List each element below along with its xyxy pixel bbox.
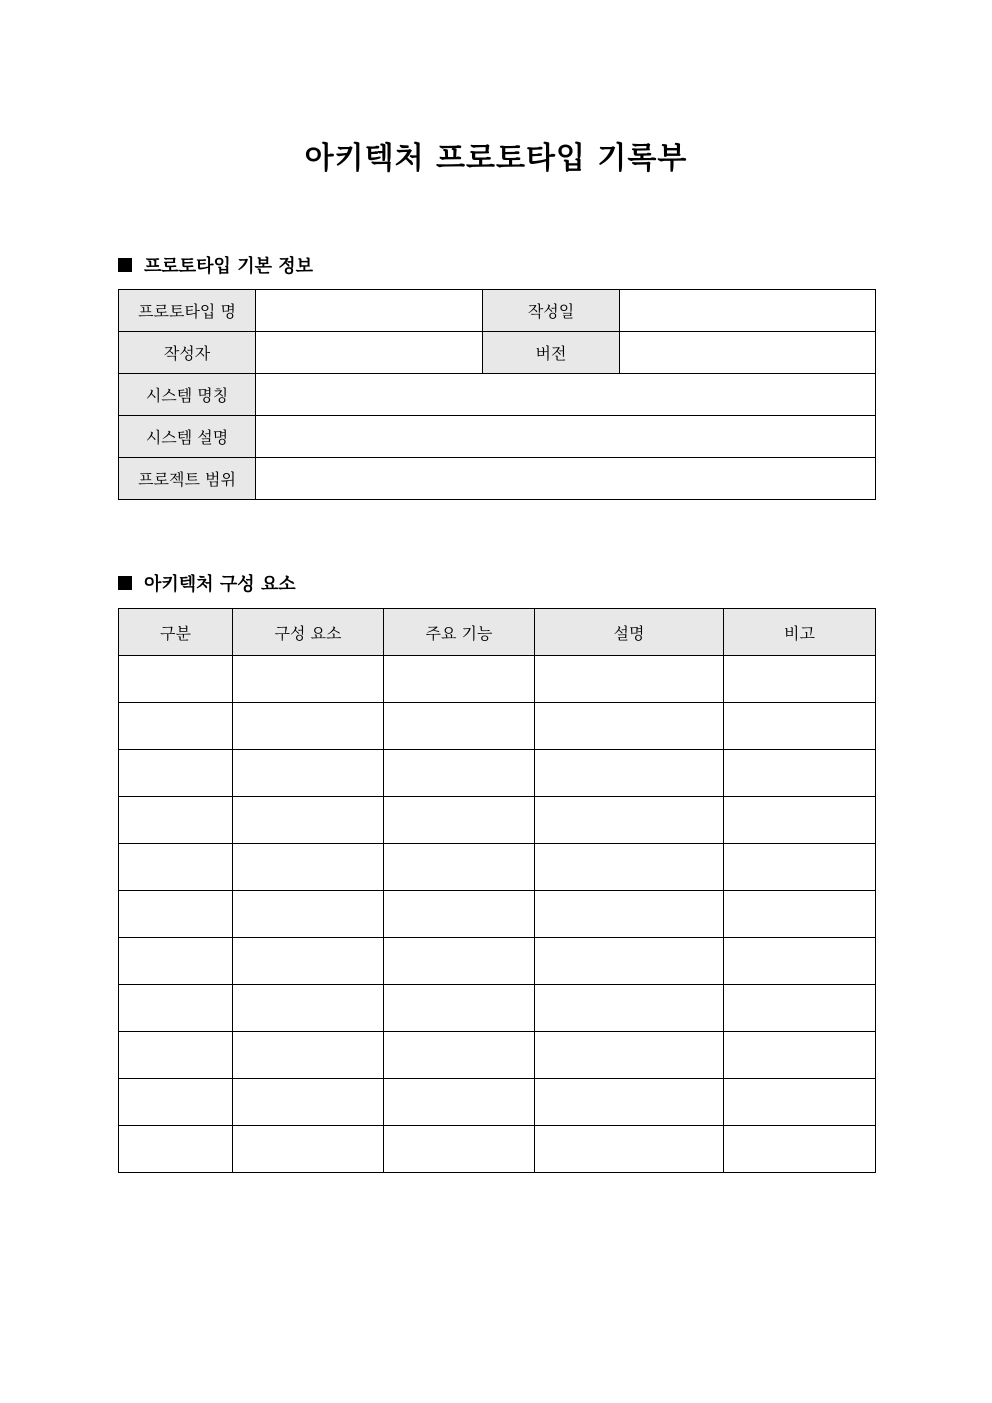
table-cell[interactable] [119,656,233,703]
table-cell[interactable] [384,703,535,750]
table-cell[interactable] [384,938,535,985]
system-desc-label: 시스템 설명 [119,416,256,458]
table-row [119,750,876,797]
table-cell[interactable] [384,750,535,797]
table-cell[interactable] [233,656,384,703]
column-header: 구성 요소 [233,609,384,656]
table-cell[interactable] [233,844,384,891]
table-header-row [119,609,876,656]
table-cell[interactable] [119,1126,233,1173]
table-row [119,703,876,750]
table-cell[interactable] [724,1079,876,1126]
section-heading-label: 아키텍처 구성 요소 [144,574,296,595]
table-row [119,1032,876,1079]
table-cell[interactable] [233,1032,384,1079]
table-cell[interactable] [384,844,535,891]
table-row [119,797,876,844]
table-cell[interactable] [119,938,233,985]
table-cell[interactable] [233,797,384,844]
table-cell[interactable] [384,891,535,938]
column-header: 설명 [535,609,724,656]
table-cell[interactable] [535,656,724,703]
version-field[interactable] [620,332,876,374]
date-label: 작성일 [483,290,620,332]
table-row [119,416,876,458]
system-desc-field[interactable] [256,416,876,458]
table-row [119,844,876,891]
table-cell[interactable] [724,1032,876,1079]
table-cell[interactable] [233,1126,384,1173]
table-row [119,332,876,374]
table-cell[interactable] [724,844,876,891]
version-label: 버전 [483,332,620,374]
square-bullet-icon [118,576,132,590]
table-row [119,374,876,416]
table-cell[interactable] [119,891,233,938]
table-cell[interactable] [535,1032,724,1079]
table-cell[interactable] [535,844,724,891]
table-cell[interactable] [384,1126,535,1173]
project-scope-field[interactable] [256,458,876,500]
system-name-label: 시스템 명칭 [119,374,256,416]
author-label: 작성자 [119,332,256,374]
author-field[interactable] [256,332,483,374]
section-heading-components [118,570,296,596]
table-row [119,985,876,1032]
table-cell[interactable] [233,750,384,797]
table-cell[interactable] [233,938,384,985]
table-cell[interactable] [119,985,233,1032]
table-cell[interactable] [119,1032,233,1079]
column-header: 구분 [119,609,233,656]
table-row [119,458,876,500]
table-cell[interactable] [119,797,233,844]
basic-info-table [118,289,876,500]
prototype-name-field[interactable] [256,290,483,332]
table-cell[interactable] [724,750,876,797]
table-cell[interactable] [724,938,876,985]
table-cell[interactable] [724,1126,876,1173]
square-bullet-icon [118,258,132,272]
date-field[interactable] [620,290,876,332]
table-row [119,656,876,703]
column-header: 주요 기능 [384,609,535,656]
table-row [119,938,876,985]
table-cell[interactable] [535,703,724,750]
table-cell[interactable] [535,891,724,938]
table-cell[interactable] [724,797,876,844]
column-header: 비고 [724,609,876,656]
components-table [118,608,876,1173]
table-cell[interactable] [384,1032,535,1079]
table-cell[interactable] [384,656,535,703]
table-cell[interactable] [119,750,233,797]
table-cell[interactable] [233,985,384,1032]
document-title: 아키텍처 프로토타입 기록부 [304,141,688,176]
table-row [119,1126,876,1173]
table-row [119,1079,876,1126]
table-cell[interactable] [535,1126,724,1173]
table-cell[interactable] [233,891,384,938]
table-cell[interactable] [535,1079,724,1126]
project-scope-label: 프로젝트 범위 [119,458,256,500]
table-cell[interactable] [384,797,535,844]
table-cell[interactable] [119,703,233,750]
table-cell[interactable] [535,797,724,844]
section-heading-basic-info [118,252,313,278]
table-row [119,290,876,332]
table-cell[interactable] [233,1079,384,1126]
table-cell[interactable] [724,985,876,1032]
table-row [119,891,876,938]
table-cell[interactable] [724,703,876,750]
table-cell[interactable] [384,1079,535,1126]
table-cell[interactable] [535,938,724,985]
table-cell[interactable] [535,750,724,797]
table-cell[interactable] [119,1079,233,1126]
table-cell[interactable] [384,985,535,1032]
table-cell[interactable] [535,985,724,1032]
table-cell[interactable] [119,844,233,891]
prototype-name-label: 프로토타입 명 [119,290,256,332]
system-name-field[interactable] [256,374,876,416]
section-heading-label: 프로토타입 기본 정보 [144,256,314,277]
table-cell[interactable] [724,656,876,703]
table-cell[interactable] [233,703,384,750]
components-table-body [119,656,876,1173]
table-cell[interactable] [724,891,876,938]
